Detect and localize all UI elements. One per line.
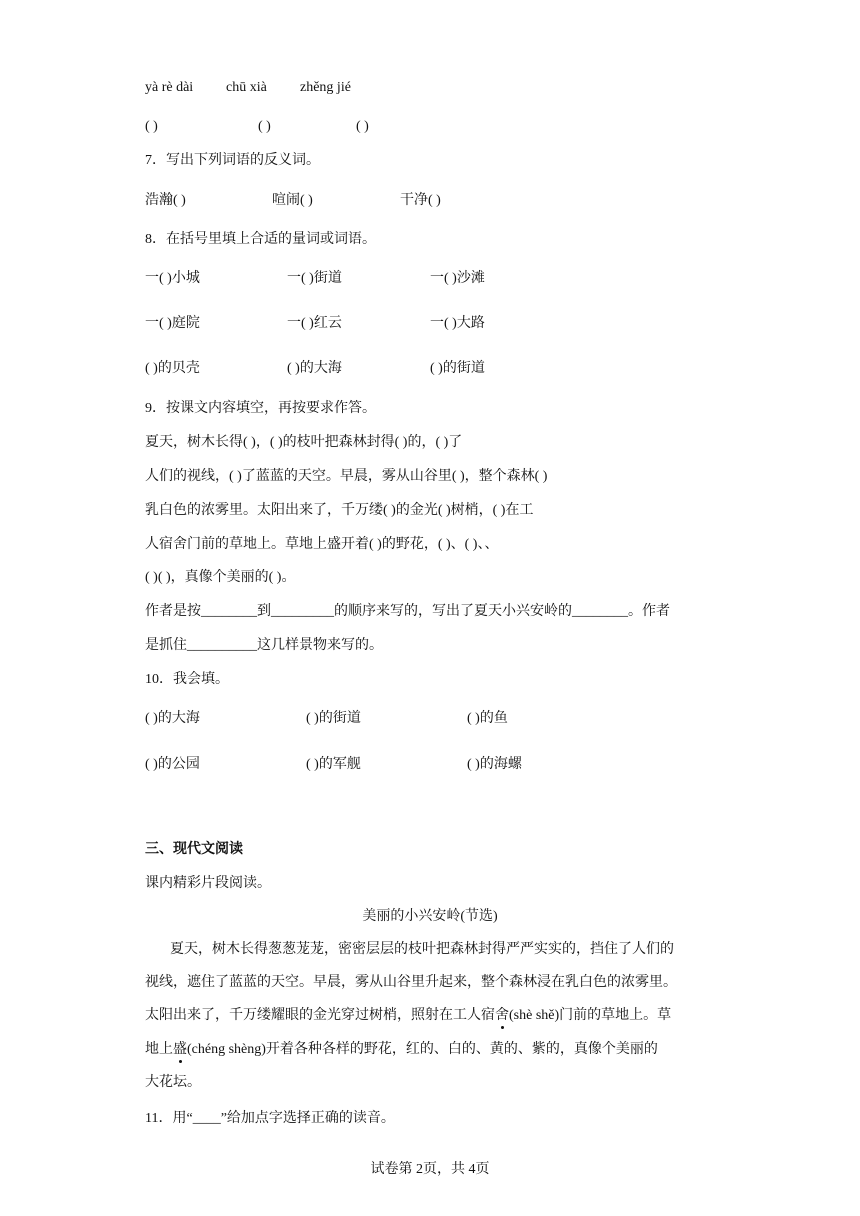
q8-item: ( )的大海 [287,361,342,376]
q9-line: 人们的视线，( )了蓝蓝的天空。早晨，雾从山谷里( )，整个森林( ) [145,469,548,484]
q8-item: ( )的街道 [430,361,485,376]
q8-item: 一( )小城 [145,271,200,286]
passage-text: (shè shě)门前的草地上。草 [509,1008,672,1023]
q8-item: ( )的贝壳 [145,361,200,376]
q10-item: ( )的军舰 [306,757,361,772]
q8-item: 一( )沙滩 [430,271,485,286]
dotted-char: 盛 [173,1040,187,1060]
passage-text: (chéng shèng)开着各种各样的野花，红的、白的、黄的、紫的，真像个美丽的 [187,1042,658,1057]
passage-line: 大花坛。 [145,1075,201,1090]
q9-line: 是抓住__________这几样景物来写的。 [145,638,383,653]
q9-line: 人宿舍门前的草地上。草地上盛开着( )的野花，( )、( )、、 [145,537,499,552]
q10-item: ( )的街道 [306,711,361,726]
passage-line: 夏天，树木长得葱葱茏茏，密密层层的枝叶把森林封得严严实实的，挡住了人们的 [170,942,674,957]
q9-line: 夏天，树木长得( )，( )的枝叶把森林封得( )的，( )了 [145,435,463,450]
q10-item: ( )的鱼 [467,711,508,726]
q7-word-1: 浩瀚( ) [145,193,186,208]
q10-item: ( )的大海 [145,711,200,726]
q8-title: 8．在括号里填上合适的量词或词语。 [145,232,376,247]
passage-line: 视线，遮住了蓝蓝的天空。早晨，雾从山谷里升起来，整个森林浸在乳白色的浓雾里。 [145,975,677,990]
dotted-char: 舍 [495,1006,509,1026]
passage-line [145,1040,658,1060]
answer-blank-2: ( ) [258,119,271,134]
q7-word-3: 干净( ) [400,193,441,208]
q9-line: 乳白色的浓雾里。太阳出来了，千万缕( )的金光( )树梢，( )在工 [145,503,534,518]
passage-text: 太阳出来了，千万缕耀眼的金光穿过树梢，照射在工人宿 [145,1008,495,1023]
q11-title: 11．用“____”给加点字选择正确的读音。 [145,1111,395,1126]
q10-item: ( )的公园 [145,757,200,772]
q7-word-2: 喧闹( ) [272,193,313,208]
passage-title: 美丽的小兴安岭(节选) [362,909,498,924]
q8-item: 一( )大路 [430,316,485,331]
answer-blank-1: ( ) [145,119,158,134]
q8-item: 一( )街道 [287,271,342,286]
pinyin-2: chū xià [226,80,267,95]
q9-line: 作者是按________到_________的顺序来写的，写出了夏天小兴安岭的________。作者 [145,604,670,619]
q10-title: 10．我会填。 [145,672,229,687]
q8-item: 一( )庭院 [145,316,200,331]
passage-line [145,1006,671,1026]
q10-item: ( )的海螺 [467,757,522,772]
page-footer: 试卷第 2页，共 4页 [370,1162,490,1177]
q7-title: 7．写出下列词语的反义词。 [145,153,320,168]
answer-blank-3: ( ) [356,119,369,134]
q8-item: 一( )红云 [287,316,342,331]
section-heading: 三、现代文阅读 [145,842,243,857]
q9-title: 9．按课文内容填空，再按要求作答。 [145,401,376,416]
pinyin-3: zhěng jié [300,80,351,95]
q9-line: ( )( )，真像个美丽的( )。 [145,570,296,585]
section-subtitle: 课内精彩片段阅读。 [145,876,271,891]
passage-text: 地上 [145,1042,173,1057]
pinyin-1: yà rè dài [145,80,194,95]
